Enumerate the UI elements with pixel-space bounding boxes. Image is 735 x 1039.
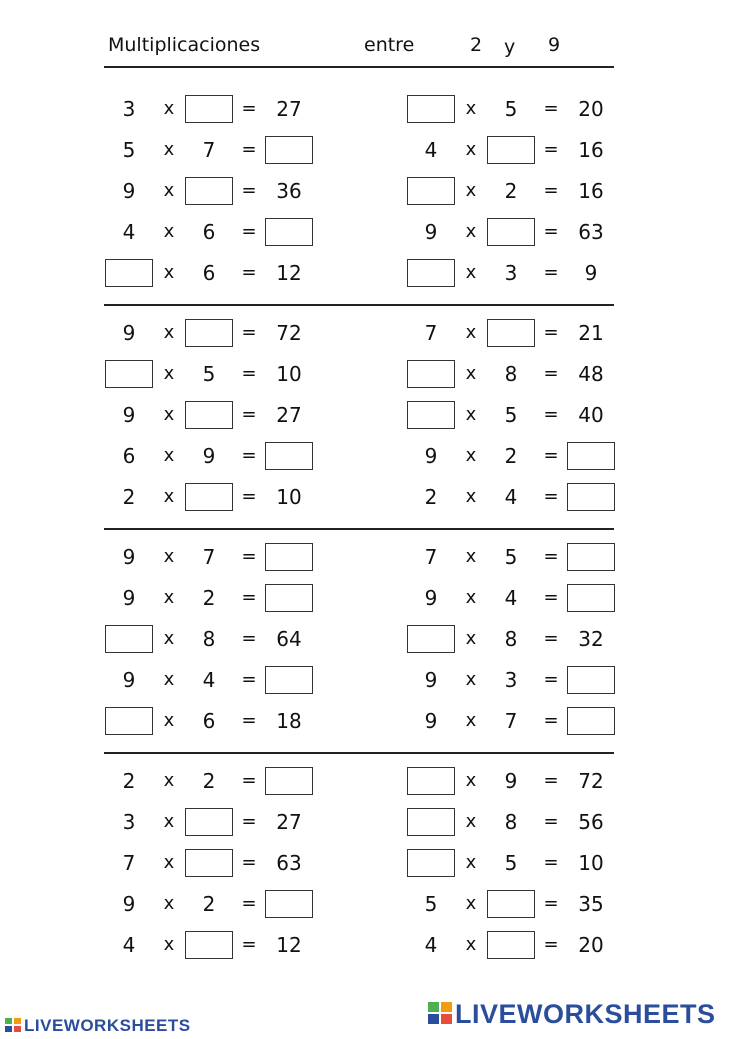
operand-number: 2 xyxy=(504,179,518,203)
equals-sign: = xyxy=(241,628,257,649)
times-sign: x xyxy=(465,546,477,567)
operand-number: 3 xyxy=(504,261,518,285)
operand-number: 2 xyxy=(202,892,216,916)
operand-number: 8 xyxy=(202,627,216,651)
equals-sign: = xyxy=(543,486,559,507)
operand-number: 7 xyxy=(424,321,438,345)
operand-number: 10 xyxy=(276,485,302,509)
operand-number: 9 xyxy=(122,179,136,203)
equals-sign: = xyxy=(241,221,257,242)
times-sign: x xyxy=(465,486,477,507)
operand-number: 9 xyxy=(122,321,136,345)
equals-sign: = xyxy=(543,221,559,242)
operand-number: 5 xyxy=(504,97,518,121)
times-sign: x xyxy=(163,893,175,914)
operand-number: 2 xyxy=(504,444,518,468)
equals-sign: = xyxy=(241,852,257,873)
operand-number: 3 xyxy=(122,810,136,834)
operand-number: 2 xyxy=(424,485,438,509)
operand-number: 40 xyxy=(578,403,604,427)
logo-small-text: LIVEWORKSHEETS xyxy=(24,1016,191,1035)
operand-number: 2 xyxy=(202,586,216,610)
operand-number: 9 xyxy=(424,668,438,692)
times-sign: x xyxy=(465,139,477,160)
operand-number: 6 xyxy=(202,709,216,733)
operand-number: 4 xyxy=(202,668,216,692)
equals-sign: = xyxy=(241,262,257,283)
times-sign: x xyxy=(163,587,175,608)
operand-number: 27 xyxy=(276,810,302,834)
times-sign: x xyxy=(163,363,175,384)
operand-number: 6 xyxy=(202,261,216,285)
times-sign: x xyxy=(465,363,477,384)
operand-number: 4 xyxy=(122,933,136,957)
equals-sign: = xyxy=(543,98,559,119)
operand-number: 9 xyxy=(424,586,438,610)
operand-number: 2 xyxy=(122,769,136,793)
equals-sign: = xyxy=(241,934,257,955)
operand-number: 63 xyxy=(276,851,302,875)
operand-number: 4 xyxy=(504,485,518,509)
operand-number: 5 xyxy=(504,851,518,875)
operand-number: 2 xyxy=(202,769,216,793)
times-sign: x xyxy=(465,221,477,242)
equals-sign: = xyxy=(543,770,559,791)
section-divider xyxy=(104,752,614,754)
operand-number: 48 xyxy=(578,362,604,386)
equals-sign: = xyxy=(543,893,559,914)
header-word-between: entre xyxy=(364,34,415,56)
equals-sign: = xyxy=(543,445,559,466)
times-sign: x xyxy=(163,262,175,283)
operand-number: 16 xyxy=(578,138,604,162)
operand-number: 5 xyxy=(202,362,216,386)
equals-sign: = xyxy=(241,445,257,466)
operand-number: 64 xyxy=(276,627,302,651)
operand-number: 20 xyxy=(578,97,604,121)
equals-sign: = xyxy=(543,322,559,343)
equals-sign: = xyxy=(241,322,257,343)
operand-number: 21 xyxy=(578,321,604,345)
equals-sign: = xyxy=(241,893,257,914)
equals-sign: = xyxy=(543,139,559,160)
operand-number: 9 xyxy=(122,668,136,692)
operand-number: 12 xyxy=(276,261,302,285)
operand-number: 36 xyxy=(276,179,302,203)
equals-sign: = xyxy=(241,669,257,690)
operand-number: 72 xyxy=(276,321,302,345)
logo-large-text: LIVEWORKSHEETS xyxy=(455,999,716,1029)
times-sign: x xyxy=(163,98,175,119)
times-sign: x xyxy=(465,445,477,466)
section-divider xyxy=(104,304,614,306)
operand-number: 6 xyxy=(202,220,216,244)
operand-number: 9 xyxy=(122,892,136,916)
operand-number: 7 xyxy=(202,545,216,569)
operand-number: 9 xyxy=(584,261,598,285)
times-sign: x xyxy=(465,770,477,791)
operand-number: 10 xyxy=(578,851,604,875)
equals-sign: = xyxy=(543,811,559,832)
equals-sign: = xyxy=(241,139,257,160)
times-sign: x xyxy=(163,770,175,791)
operand-number: 56 xyxy=(578,810,604,834)
equals-sign: = xyxy=(241,98,257,119)
equals-sign: = xyxy=(543,934,559,955)
operand-number: 8 xyxy=(504,362,518,386)
equals-sign: = xyxy=(241,486,257,507)
equals-sign: = xyxy=(241,811,257,832)
operand-number: 7 xyxy=(424,545,438,569)
operand-number: 7 xyxy=(122,851,136,875)
equals-sign: = xyxy=(543,628,559,649)
equals-sign: = xyxy=(543,587,559,608)
equals-sign: = xyxy=(241,363,257,384)
operand-number: 5 xyxy=(504,545,518,569)
times-sign: x xyxy=(163,221,175,242)
operand-number: 5 xyxy=(504,403,518,427)
operand-number: 9 xyxy=(424,220,438,244)
operand-number: 3 xyxy=(504,668,518,692)
operand-number: 9 xyxy=(122,545,136,569)
operand-number: 10 xyxy=(276,362,302,386)
times-sign: x xyxy=(163,445,175,466)
equals-sign: = xyxy=(543,546,559,567)
header-num-to: 9 xyxy=(548,34,561,56)
operand-number: 27 xyxy=(276,97,302,121)
equals-sign: = xyxy=(543,710,559,731)
times-sign: x xyxy=(163,628,175,649)
operand-number: 4 xyxy=(504,586,518,610)
times-sign: x xyxy=(465,404,477,425)
operand-number: 3 xyxy=(122,97,136,121)
operand-number: 32 xyxy=(578,627,604,651)
times-sign: x xyxy=(465,628,477,649)
times-sign: x xyxy=(163,669,175,690)
operand-number: 4 xyxy=(122,220,136,244)
equals-sign: = xyxy=(543,180,559,201)
operand-number: 9 xyxy=(122,586,136,610)
times-sign: x xyxy=(163,546,175,567)
equals-sign: = xyxy=(543,262,559,283)
operand-number: 7 xyxy=(504,709,518,733)
operand-number: 9 xyxy=(504,769,518,793)
times-sign: x xyxy=(163,486,175,507)
operand-number: 4 xyxy=(424,933,438,957)
liveworksheets-logo-small xyxy=(5,1016,191,1037)
liveworksheets-mark-icon xyxy=(5,1017,21,1037)
times-sign: x xyxy=(163,404,175,425)
operand-number: 63 xyxy=(578,220,604,244)
operand-number: 2 xyxy=(122,485,136,509)
operand-number: 8 xyxy=(504,810,518,834)
times-sign: x xyxy=(163,852,175,873)
title: Multiplicaciones xyxy=(108,34,261,56)
times-sign: x xyxy=(163,180,175,201)
times-sign: x xyxy=(163,322,175,343)
operand-number: 20 xyxy=(578,933,604,957)
times-sign: x xyxy=(163,710,175,731)
operand-number: 8 xyxy=(504,627,518,651)
operand-number: 9 xyxy=(424,444,438,468)
operand-number: 9 xyxy=(202,444,216,468)
equals-sign: = xyxy=(241,587,257,608)
operand-number: 9 xyxy=(122,403,136,427)
times-sign: x xyxy=(465,934,477,955)
times-sign: x xyxy=(465,811,477,832)
equals-sign: = xyxy=(241,180,257,201)
operand-number: 72 xyxy=(578,769,604,793)
equals-sign: = xyxy=(543,669,559,690)
equals-sign: = xyxy=(241,546,257,567)
operand-number: 27 xyxy=(276,403,302,427)
header-num-from: 2 xyxy=(470,34,483,56)
operand-number: 5 xyxy=(122,138,136,162)
operand-number: 18 xyxy=(276,709,302,733)
times-sign: x xyxy=(465,587,477,608)
liveworksheets-mark-icon xyxy=(428,1000,452,1031)
operand-number: 12 xyxy=(276,933,302,957)
header-word-and: y xyxy=(504,36,516,58)
operand-number: 16 xyxy=(578,179,604,203)
times-sign: x xyxy=(163,811,175,832)
equals-sign: = xyxy=(543,852,559,873)
times-sign: x xyxy=(465,262,477,283)
times-sign: x xyxy=(163,934,175,955)
header-underline xyxy=(104,66,614,68)
equals-sign: = xyxy=(543,363,559,384)
operand-number: 7 xyxy=(202,138,216,162)
operand-number: 9 xyxy=(424,709,438,733)
times-sign: x xyxy=(465,893,477,914)
operand-number: 4 xyxy=(424,138,438,162)
times-sign: x xyxy=(465,669,477,690)
equals-sign: = xyxy=(241,404,257,425)
times-sign: x xyxy=(465,322,477,343)
times-sign: x xyxy=(465,710,477,731)
equals-sign: = xyxy=(543,404,559,425)
equals-sign: = xyxy=(241,710,257,731)
section-divider xyxy=(104,528,614,530)
times-sign: x xyxy=(465,852,477,873)
times-sign: x xyxy=(465,98,477,119)
equals-sign: = xyxy=(241,770,257,791)
operand-number: 5 xyxy=(424,892,438,916)
operand-number: 6 xyxy=(122,444,136,468)
times-sign: x xyxy=(163,139,175,160)
times-sign: x xyxy=(465,180,477,201)
liveworksheets-logo-large xyxy=(428,999,716,1031)
operand-number: 35 xyxy=(578,892,604,916)
